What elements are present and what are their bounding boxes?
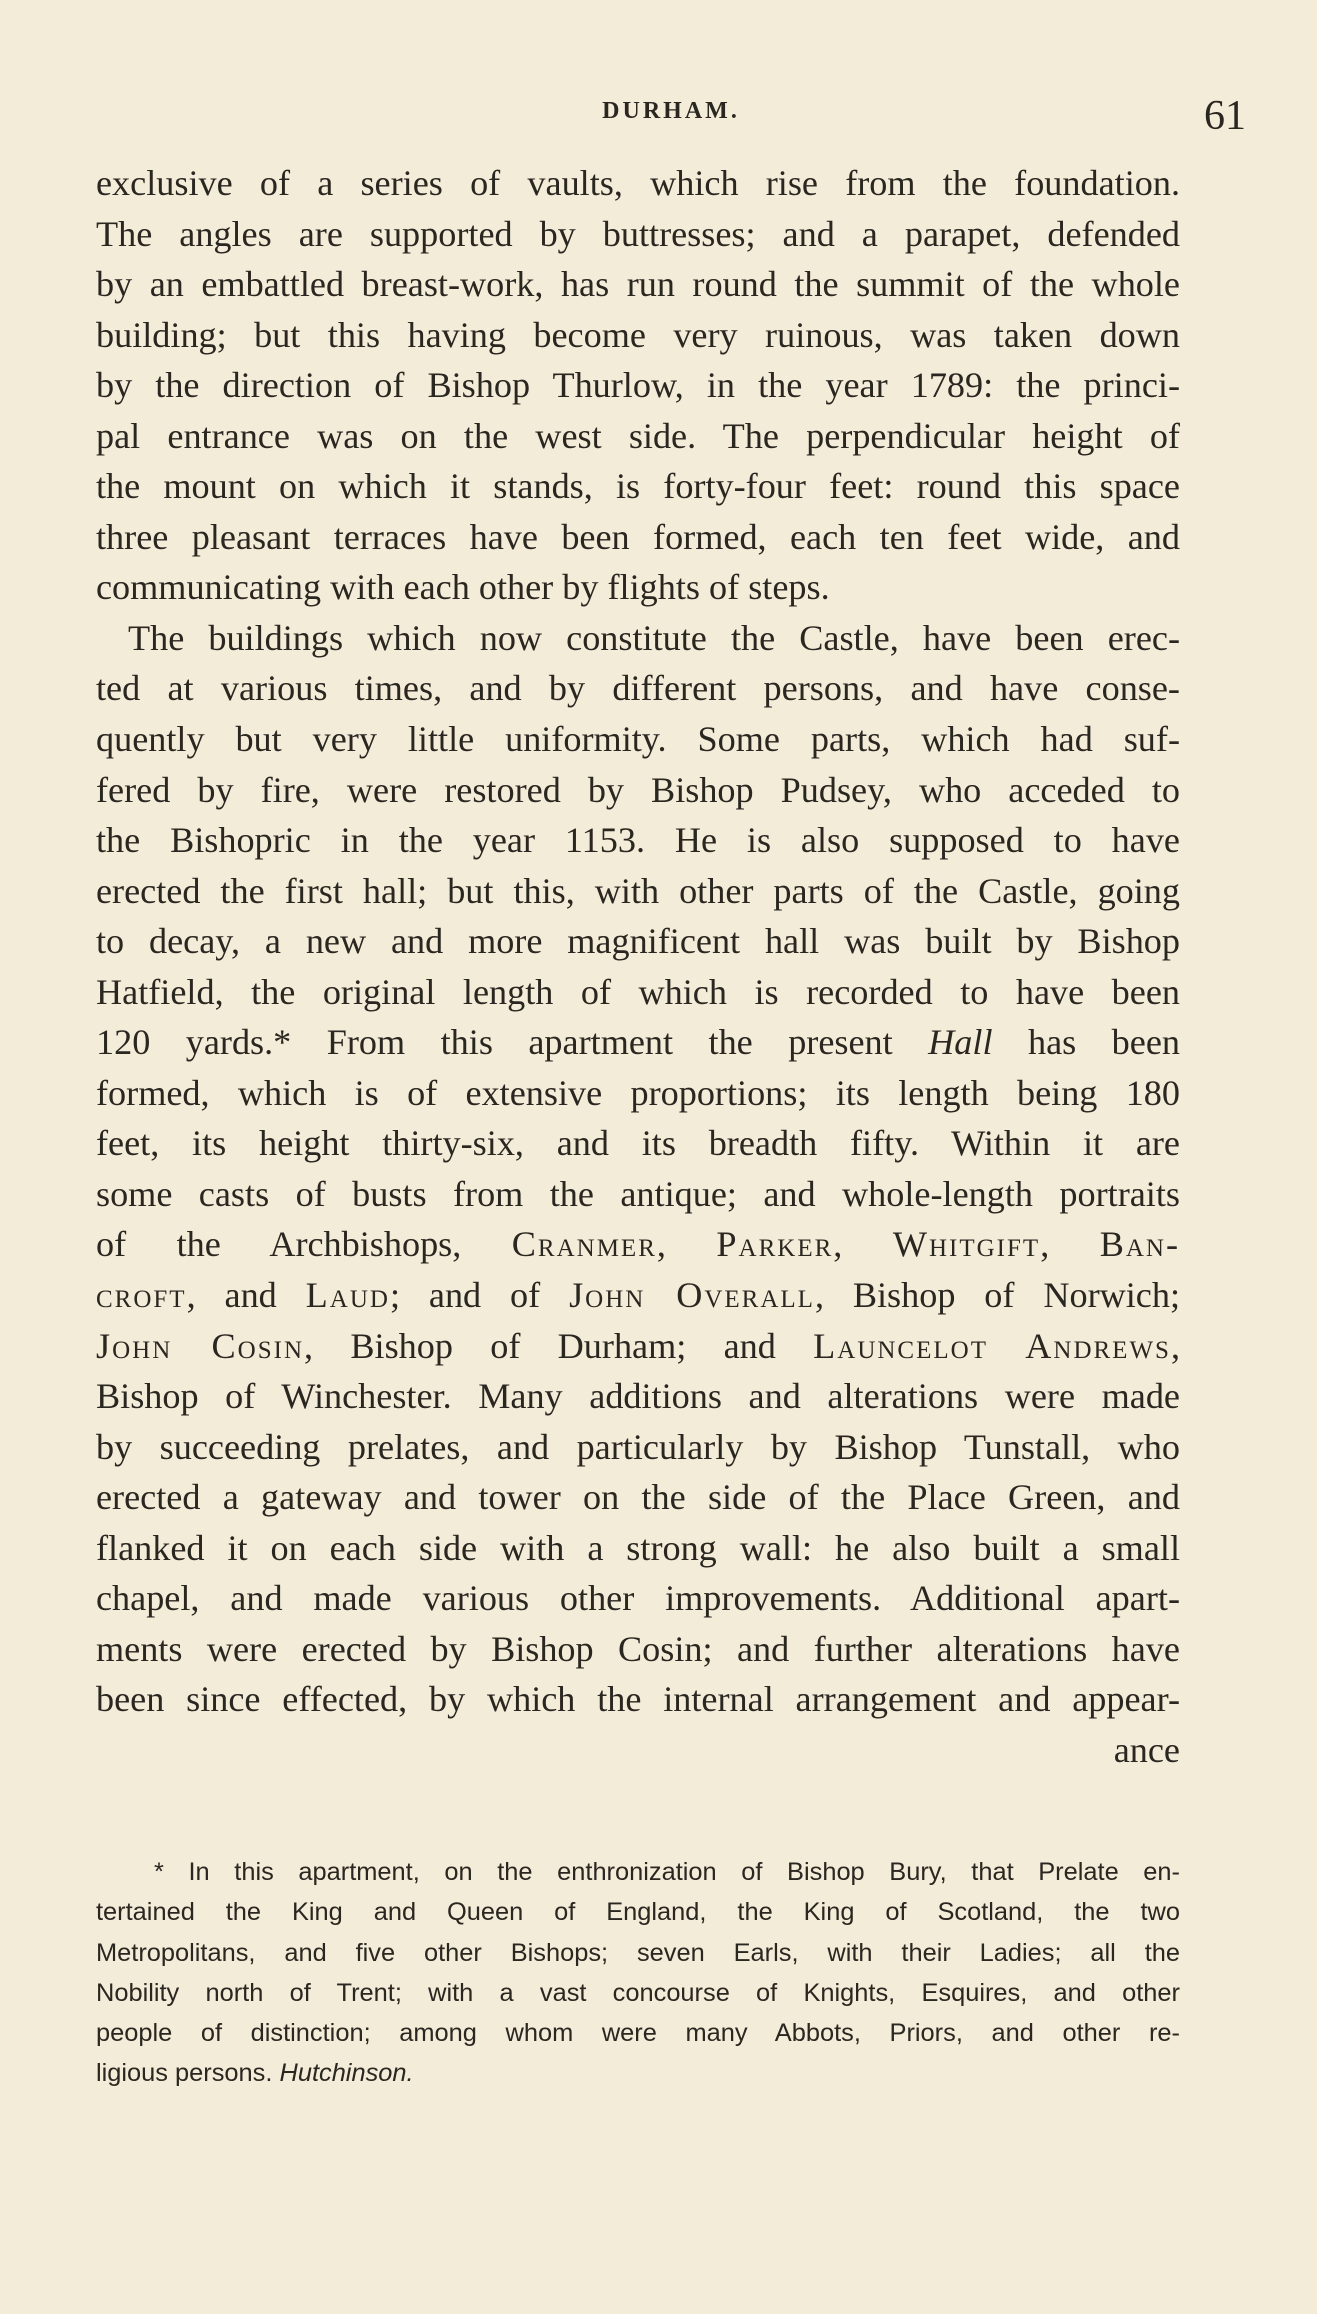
name-small-caps: Laud	[305, 1275, 390, 1316]
text-line: three pleasant terraces have been formed, each ten feet wide, and	[96, 516, 1180, 557]
text-line: formed, which is of extensive proportions; its length being 180	[96, 1072, 1180, 1113]
text-line: Bishop of Winchester. Many additions and alterations were made	[96, 1376, 1180, 1417]
text-line: John Cosin, Bishop of Durham; and Launcelot Andrews,	[96, 1325, 1180, 1366]
name-small-caps: John Overall	[569, 1275, 815, 1316]
page-number: 61	[1204, 93, 1246, 139]
text-line: pal entrance was on the west side. The perpendicular height of	[96, 415, 1180, 456]
footnote-line: people of distinction; among whom were many Abbots, Priors, and other re-	[96, 2019, 1180, 2048]
name-small-caps: John Cosin	[96, 1325, 305, 1366]
text-line: building; but this having become very ruinous, was taken down	[96, 314, 1180, 355]
text-line: feet, its height thirty-six, and its breadth fifty. Within it are	[96, 1123, 1180, 1164]
name-small-caps: Launcelot Andrews	[813, 1325, 1171, 1366]
text-line: the mount on which it stands, is forty-four feet: round this space	[96, 466, 1180, 507]
name-small-caps: Ban-	[1099, 1224, 1181, 1265]
text-segment: ; and of	[389, 1275, 541, 1316]
text-segment: , Bishop of Durham; and	[304, 1325, 776, 1366]
main-text	[96, 158, 1180, 1776]
name-small-caps: croft	[96, 1275, 187, 1316]
text-line: by succeeding prelates, and particularly by Bishop Tunstall, who	[96, 1426, 1180, 1467]
text-line: ted at various times, and by different persons, and have conse-	[96, 668, 1180, 709]
text-line: to decay, a new and more magnificent hall was built by Bishop	[96, 921, 1180, 962]
text-line: flanked it on each side with a strong wall: he also built a small	[96, 1527, 1180, 1568]
text-line: erected the first hall; but this, with other parts of the Castle, going	[96, 870, 1180, 911]
text-line: quently but very little uniformity. Some parts, which had suf-	[96, 719, 1180, 760]
running-title: DURHAM.	[602, 98, 740, 124]
text-line: of the Archbishops, Cranmer, Parker, Whitgift, Ban-	[96, 1224, 1181, 1265]
text-segment: ligious persons.	[96, 2059, 273, 2088]
text-line: The angles are supported by buttresses; and a parapet, defended	[96, 213, 1180, 254]
footnote	[96, 1852, 1180, 2094]
text-segment: of the Archbishops,	[96, 1224, 462, 1265]
footnote-line: Metropolitans, and five other Bishops; seven Earls, with their Ladies; all the	[96, 1938, 1180, 1967]
text-line: chapel, and made various other improvements. Additional apart-	[96, 1578, 1180, 1619]
paragraph-start-line: The buildings which now constitute the Castle, have been erec-	[128, 617, 1180, 658]
text-segment: 120 yards.* From this apartment the present	[96, 1022, 893, 1063]
name-small-caps: Parker	[716, 1224, 834, 1265]
footnote-line: Nobility north of Trent; with a vast concourse of Knights, Esquires, and other	[96, 1978, 1180, 2007]
footnote-source: Hutchinson.	[279, 2059, 414, 2088]
text-line: ments were erected by Bishop Cosin; and further alterations have	[96, 1628, 1180, 1669]
text-line: by an embattled breast-work, has run round the summit of the whole	[96, 264, 1180, 305]
text-segment: has been	[1027, 1022, 1180, 1063]
name-small-caps: Cranmer	[511, 1224, 657, 1265]
text-line: erected a gateway and tower on the side of the Place Green, and	[96, 1477, 1180, 1518]
italic-term: Hall	[928, 1022, 993, 1063]
text-line: by the direction of Bishop Thurlow, in the year 1789: the princi-	[96, 365, 1180, 406]
text-line: communicating with each other by flights of steps.	[96, 567, 830, 608]
text-line	[96, 1270, 1180, 1321]
text-segment: , and	[186, 1275, 277, 1316]
text-line: Hatfield, the original length of which is recorded to have been	[96, 971, 1180, 1012]
text-line: fered by fire, were restored by Bishop Pudsey, who acceded to	[96, 769, 1180, 810]
text-segment: , Bishop of Norwich;	[814, 1275, 1181, 1316]
text-line: the Bishopric in the year 1153. He is also supposed to have	[96, 820, 1180, 861]
name-small-caps: Whitgift	[892, 1224, 1041, 1265]
footnote-line: * In this apartment, on the enthronization of Bishop Bury, that Prelate en-	[154, 1858, 1180, 1886]
text-line: some casts of busts from the antique; and whole-length portraits	[96, 1173, 1180, 1214]
footnote-line: tertained the King and Queen of England, the King of Scotland, the two	[96, 1898, 1180, 1927]
text-line: been since effected, by which the internal arrangement and appear-	[96, 1679, 1180, 1720]
text-line	[96, 1017, 1180, 1068]
catchword: ance	[1113, 1729, 1180, 1770]
page-header	[96, 92, 1246, 142]
text-line: exclusive of a series of vaults, which rise from the foundation.	[96, 163, 1180, 203]
footnote-line	[96, 2053, 1180, 2093]
